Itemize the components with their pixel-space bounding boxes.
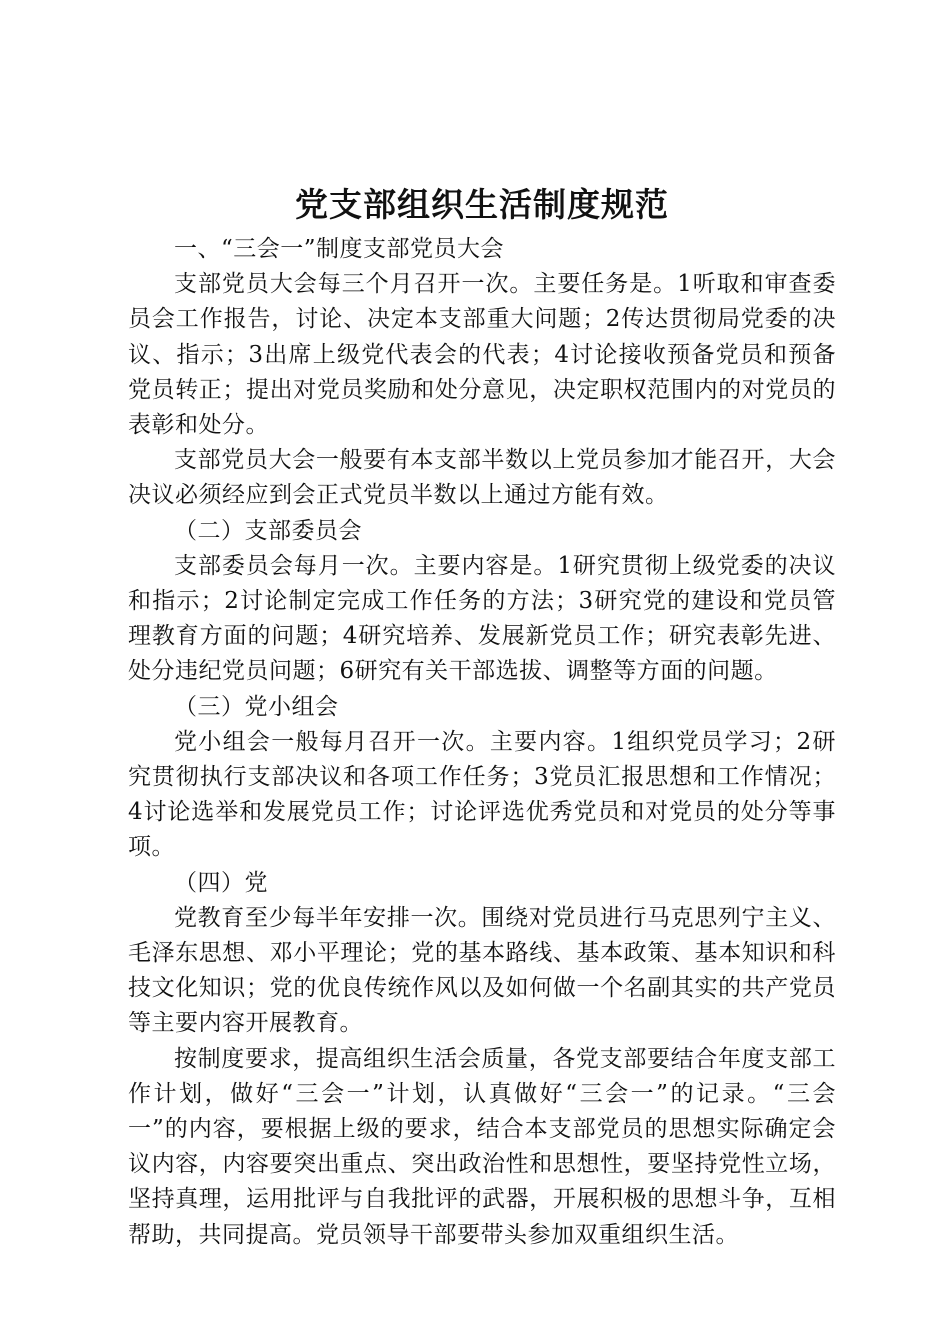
- document-page: [128, 182, 836, 1253]
- section-heading-2: （二）支部委员会: [174, 517, 362, 544]
- section-heading-1: 一、“三会一”制度支部党员大会: [174, 236, 505, 262]
- document-title: 党支部组织生活制度规范: [295, 185, 669, 224]
- paragraph-system-requirements: 按制度要求，提高组织生活会质量，各党支部要结合年度支部工作计划，做好“三会一”计划，认真做好“三会一”的记录。“三会一”的内容，要根据上级的要求，结合本支部党员的思想实际确定会议内容，内容要突出重点、突出政治性和思想性，要坚持党性立场，坚持真理，运用批评与自我批评的武器，开展积极的思想斗争，互相帮助，共同提高。党员领导干部要带头参加双重组织生活。: [128, 1045, 836, 1248]
- paragraph-party-group-meeting: 党小组会一般每月召开一次。主要内容。1组织党员学习；2研究贯彻执行支部决议和各项工作任务；3党员汇报思想和工作情况；4讨论选举和发展党员工作；讨论评选优秀党员和对党员的处分等事项。: [128, 728, 836, 861]
- paragraph-branch-committee: 支部委员会每月一次。主要内容是。1研究贯彻上级党委的决议和指示；2讨论制定完成工作任务的方法；3研究党的建设和党员管理教育方面的问题；4研究培养、发展新党员工作；研究表彰先进、处分违纪党员问题；6研究有关干部选拔、调整等方面的问题。: [128, 552, 836, 685]
- paragraph-party-congress-quorum: 支部党员大会一般要有本支部半数以上党员参加才能召开，大会决议必须经应到会正式党员半数以上通过方能有效。: [128, 447, 836, 509]
- section-heading-3: （三）党小组会: [174, 693, 339, 720]
- paragraph-party-education: 党教育至少每半年安排一次。围绕对党员进行马克思列宁主义、毛泽东思想、邓小平理论；党的基本路线、基本政策、基本知识和科技文化知识；党的优良传统作风以及如何做一个名副其实的共产党员等主要内容开展教育。: [128, 904, 836, 1037]
- section-heading-4: （四）党: [174, 869, 268, 896]
- paragraph-party-congress-tasks: 支部党员大会每三个月召开一次。主要任务是。1听取和审查委员会工作报告，讨论、决定本支部重大问题；2传达贯彻局党委的决议、指示；3出席上级党代表会的代表；4讨论接收预备党员和预备党员转正；提出对党员奖励和处分意见，决定职权范围内的对党员的表彰和处分。: [128, 271, 836, 439]
